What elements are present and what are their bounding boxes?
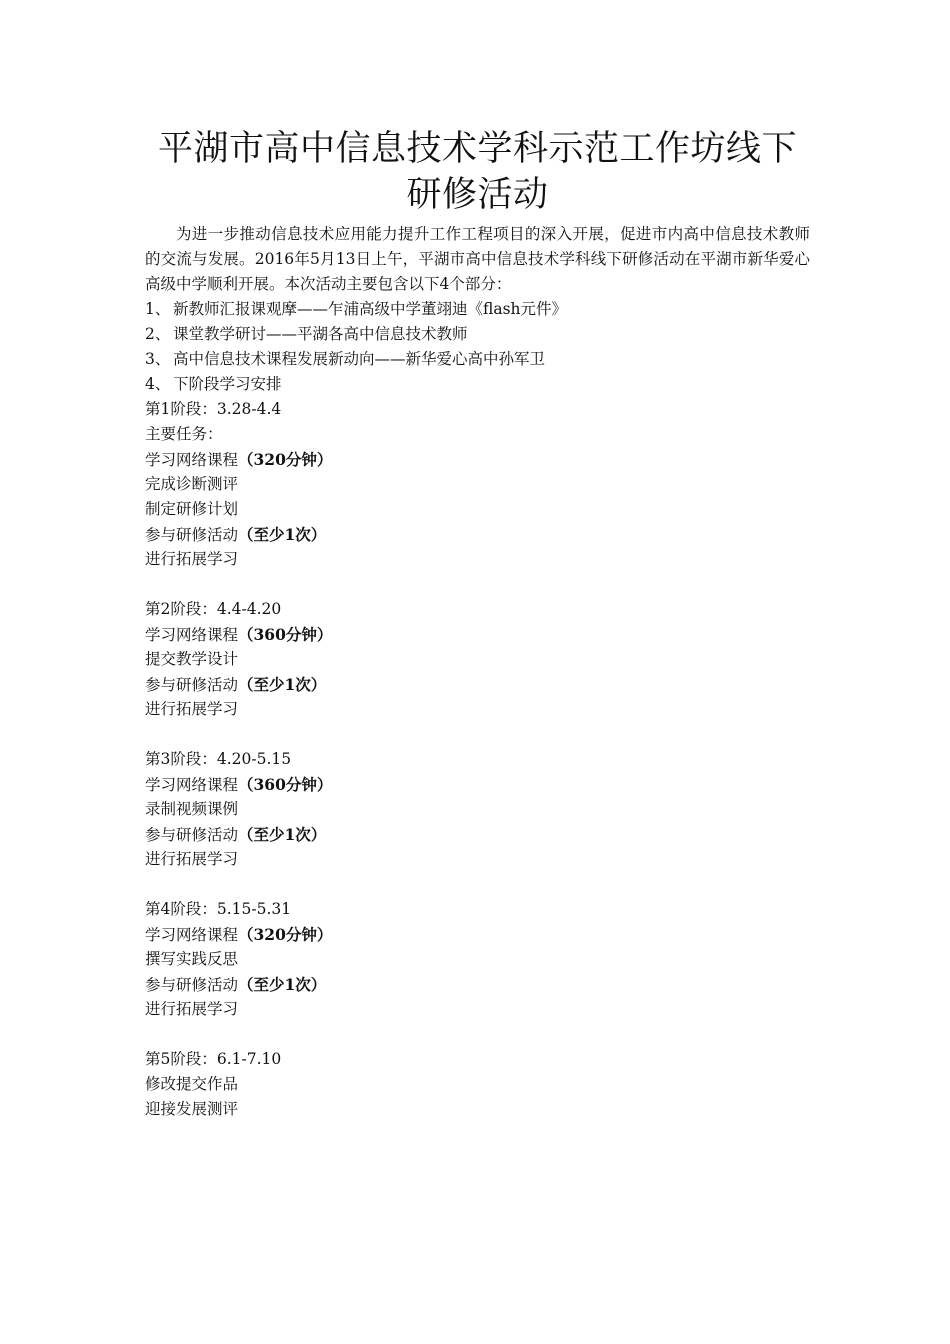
- stage-2-extend: 进行拓展学习: [145, 700, 239, 718]
- activity-count: （至少1次）: [238, 975, 327, 994]
- course-duration: （360分钟）: [238, 775, 333, 794]
- activity-count: （至少1次）: [238, 675, 327, 694]
- course-label: 学习网络课程: [145, 926, 239, 944]
- list-number: 4、: [145, 375, 171, 393]
- list-text: 下阶段学习安排: [173, 375, 282, 393]
- stage-5-heading: 第5阶段：6.1-7.10: [145, 1050, 282, 1068]
- activity-label: 参与研修活动: [145, 826, 239, 844]
- stage-5-task: 修改提交作品: [145, 1075, 239, 1093]
- stage-3-course: [145, 772, 810, 797]
- stage-2-task: 提交教学设计: [145, 650, 239, 668]
- stage-1-task: 制定研修计划: [145, 500, 239, 518]
- stage-1-subheading: 主要任务：: [145, 425, 223, 443]
- blank-line: [145, 1022, 810, 1047]
- course-duration: （360分钟）: [238, 625, 333, 644]
- stage-3-heading: 第3阶段：4.20-5.15: [145, 750, 292, 768]
- list-number: 3、: [145, 350, 171, 368]
- list-number: 1、: [145, 300, 171, 318]
- activity-label: 参与研修活动: [145, 676, 239, 694]
- activity-label: 参与研修活动: [145, 526, 239, 544]
- stage-4-activity: [145, 972, 810, 997]
- title-line-1: 平湖市高中信息技术学科示范工作坊线下: [157, 129, 797, 169]
- blank-line: [145, 872, 810, 897]
- stage-4-extend: 进行拓展学习: [145, 1000, 239, 1018]
- stage-5-task: 迎接发展测评: [145, 1100, 239, 1118]
- list-item: [145, 322, 810, 347]
- list-text: 高中信息技术课程发展新动向——新华爱心高中孙军卫: [173, 350, 546, 368]
- course-duration: （320分钟）: [238, 925, 333, 944]
- stage-2-course: [145, 622, 810, 647]
- stage-1-activity: [145, 522, 810, 547]
- stage-1-heading: 第1阶段：3.28-4.4: [145, 400, 282, 418]
- course-label: 学习网络课程: [145, 451, 239, 469]
- stage-3-task: 录制视频课例: [145, 800, 239, 818]
- blank-line: [145, 572, 810, 597]
- course-label: 学习网络课程: [145, 626, 239, 644]
- document-title: [125, 126, 830, 218]
- intro-paragraph: 为进一步推动信息技术应用能力提升工作工程项目的深入开展，促进市内高中信息技术教师的交流与发展。2016年5月13日上午，平湖市高中信息技术学科线下研修活动在平湖市新华爱心高级中学顺利开展。本次活动主要包含以下4个部分：: [145, 225, 810, 293]
- stage-1-course: [145, 447, 810, 472]
- list-text: 课堂教学研讨——平湖各高中信息技术教师: [173, 325, 468, 343]
- stage-4-task: 撰写实践反思: [145, 950, 239, 968]
- stage-2-activity: [145, 672, 810, 697]
- stage-2-heading: 第2阶段：4.4-4.20: [145, 600, 282, 618]
- list-item: [145, 297, 810, 322]
- title-line-2: 研修活动: [406, 175, 549, 215]
- list-item: [145, 347, 810, 372]
- stage-4-heading: 第4阶段：5.15-5.31: [145, 900, 292, 918]
- document-page: [145, 126, 810, 1122]
- course-label: 学习网络课程: [145, 776, 239, 794]
- stage-3-activity: [145, 822, 810, 847]
- stage-4-course: [145, 922, 810, 947]
- activity-label: 参与研修活动: [145, 976, 239, 994]
- stage-1-extend: 进行拓展学习: [145, 550, 239, 568]
- list-text: 新教师汇报课观摩——乍浦高级中学董翊迪《flash元件》: [173, 300, 568, 318]
- stage-3-extend: 进行拓展学习: [145, 850, 239, 868]
- list-item: [145, 372, 810, 397]
- activity-count: （至少1次）: [238, 825, 327, 844]
- course-duration: （320分钟）: [238, 450, 333, 469]
- stage-1-task: 完成诊断测评: [145, 475, 239, 493]
- list-number: 2、: [145, 325, 171, 343]
- activity-count: （至少1次）: [238, 525, 327, 544]
- blank-line: [145, 722, 810, 747]
